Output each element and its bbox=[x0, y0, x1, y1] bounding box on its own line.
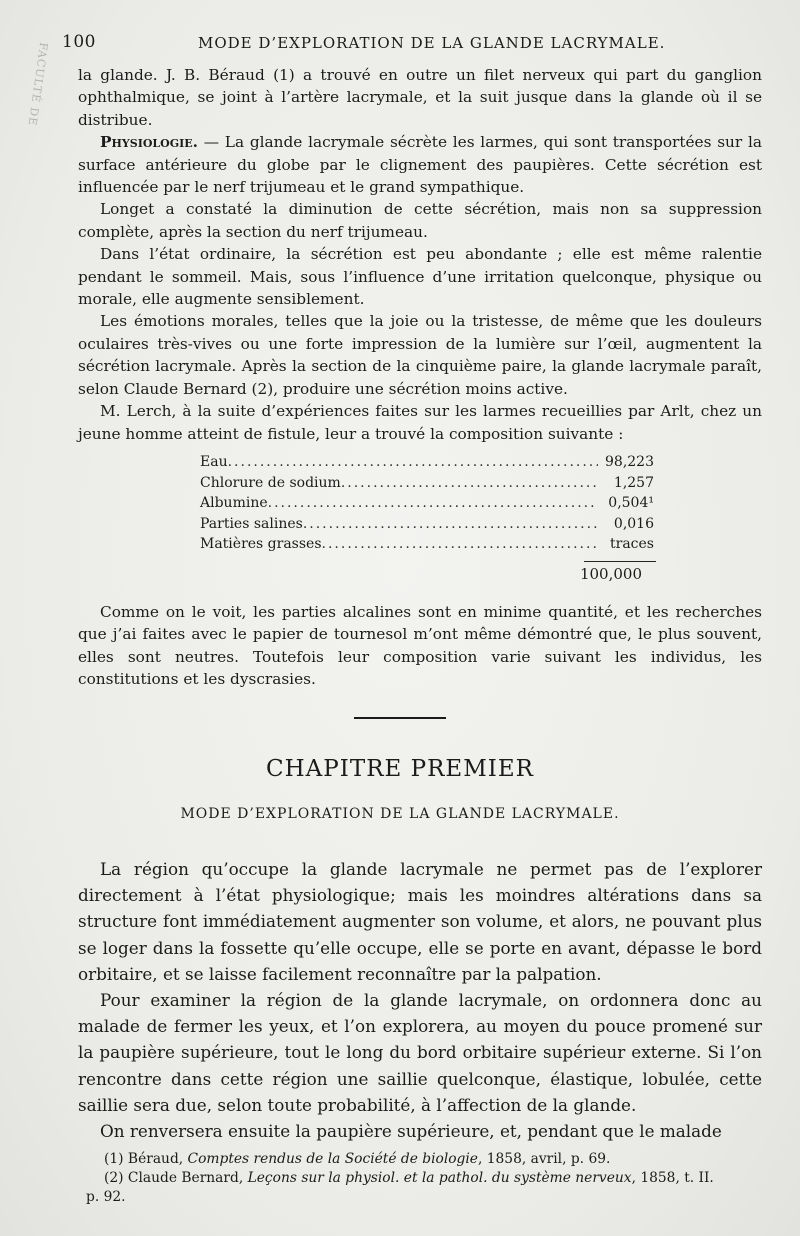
paragraph-nerve: la glande. J. B. Béraud (1) a trouvé en outre un filet nerveux qui part du ganglion ophthalmique, se joint à l’artère lacrymale, et la suit jusque dans la glande où il se distribue. bbox=[78, 66, 762, 129]
table-row bbox=[200, 452, 654, 473]
component-name: Parties salines bbox=[200, 515, 303, 532]
table-row bbox=[200, 514, 654, 535]
component-name: Albumine bbox=[200, 495, 268, 511]
footnotes bbox=[86, 1150, 768, 1207]
after-table-section bbox=[78, 601, 762, 691]
table-row bbox=[200, 473, 654, 494]
footnote-2 bbox=[86, 1169, 768, 1188]
component-name: Chlorure de sodium bbox=[200, 474, 341, 491]
paragraph-ordinary-state: Dans l’état ordinaire, la sécrétion est peu abondante ; elle est même ralentie pendant le sommeil. Mais, sous l’influence d’une irritation quelconque, physique ou morale, elle augmente sensiblement. bbox=[78, 245, 762, 309]
component-value: 98,223 bbox=[605, 454, 654, 470]
paragraph-physiology bbox=[78, 131, 762, 198]
page-header bbox=[62, 32, 772, 56]
physiology-text: — La glande lacrymale sécrète les larmes, qui sont transportées sur la surface antérieure du globe par le clignement des paupières. Cette sécrétion est influencée par le nerf trijumeau et le grand sympathique. bbox=[78, 133, 762, 197]
paragraph-emotions: Les émotions morales, telles que la joie ou la tristesse, de même que les douleurs oculaires très-vives ou une forte impression de la lumière sur l’œil, augmentent la sécrétion lacrymale. Après la section de la cinquième paire, la glande lacrymale paraît, selon Claude Bernard (2), produire une sécrétion moins active. bbox=[78, 312, 762, 398]
chapter-divider bbox=[354, 717, 446, 719]
paragraph-alkaline: Comme on le voit, les parties alcalines sont en minime quantité, et les recherches que j’ai faites avec le papier de tournesol m’ont même démontré que, le plus souvent, elles sont neutres. Toutefois leur composition varie suivant les individus, les constitutions et les dyscrasies. bbox=[78, 603, 762, 689]
paragraph-examine: Pour examiner la région de la glande lacrymale, on ordonnera donc au malade de fermer les yeux, et l’on explorera, au moyen du pouce promené sur la paupière supérieure, tout le long du bord orbitaire supérieur externe. Si l’on rencontre dans cette région une saillie quelconque, élastique, lobulée, cette saillie sera due, selon toute probabilité, à l’affection de la glande. bbox=[78, 990, 762, 1115]
footnote-1 bbox=[86, 1150, 768, 1169]
intro-section bbox=[78, 64, 762, 445]
component-value: 0,504¹ bbox=[608, 495, 654, 511]
component-value: 1,257 bbox=[613, 474, 654, 491]
chapter-body bbox=[78, 856, 762, 1144]
chapter-subtitle: MODE D’EXPLORATION DE LA GLANDE LACRYMALE. bbox=[180, 806, 620, 822]
library-stamp: FACULTÉ DE bbox=[25, 41, 51, 127]
footnote-title: Leçons sur la physiol. et la pathol. du système nerveux bbox=[247, 1170, 632, 1186]
page-number: 100 bbox=[62, 32, 96, 52]
dot-leader bbox=[341, 473, 598, 494]
chapter-title: CHAPITRE PREMIER bbox=[266, 756, 534, 782]
composition-total: 100,000 bbox=[579, 564, 642, 583]
footnote-ref: , 1858, avril, p. 69. bbox=[477, 1151, 611, 1167]
footnote-author: (2) Claude Bernard, bbox=[104, 1170, 248, 1186]
footnote-author: (1) Béraud, bbox=[104, 1151, 188, 1167]
paragraph-eyelid: On renversera ensuite la paupière supérieure, et, pendant que le malade bbox=[100, 1121, 722, 1142]
table-row bbox=[200, 493, 654, 514]
component-name: Eau bbox=[200, 454, 228, 470]
table-row bbox=[200, 534, 654, 555]
physiology-heading: Physiologie. bbox=[100, 133, 198, 152]
dot-leader bbox=[303, 514, 598, 535]
component-value: traces bbox=[610, 536, 654, 552]
component-name: Matières grasses bbox=[200, 536, 322, 552]
footnote-2-continuation: p. 92. bbox=[86, 1189, 126, 1205]
paragraph-longet: Longet a constaté la diminution de cette sécrétion, mais non sa suppression complète, après la section du nerf trijumeau. bbox=[78, 200, 762, 241]
tear-composition-table bbox=[200, 452, 654, 586]
running-title: MODE D’EXPLORATION DE LA GLANDE LACRYMALE. bbox=[198, 34, 666, 52]
footnote-ref: , 1858, t. II. bbox=[631, 1170, 714, 1186]
paragraph-lerch: M. Lerch, à la suite d’expériences faites sur les larmes recueillies par Arlt, chez un jeune homme atteint de fistule, leur a trouvé la composition suivante : bbox=[78, 402, 762, 443]
footnote-title: Comptes rendus de la Société de biologie bbox=[187, 1151, 478, 1167]
paragraph-region: La région qu’occupe la glande lacrymale ne permet pas de l’explorer directement à l’état physiologique; mais les moindres altérations dans sa structure font immédiatement augmenter son volume, et alors, ne pouvant plus se loger dans la fossette qu’elle occupe, elle se porte en avant, dépasse le bord orbitaire, et se laisse facilement reconnaître par la palpation. bbox=[78, 859, 762, 984]
dot-leader bbox=[268, 493, 598, 514]
dot-leader bbox=[322, 534, 598, 555]
dot-leader bbox=[228, 452, 598, 473]
component-value: 0,016 bbox=[613, 515, 654, 532]
